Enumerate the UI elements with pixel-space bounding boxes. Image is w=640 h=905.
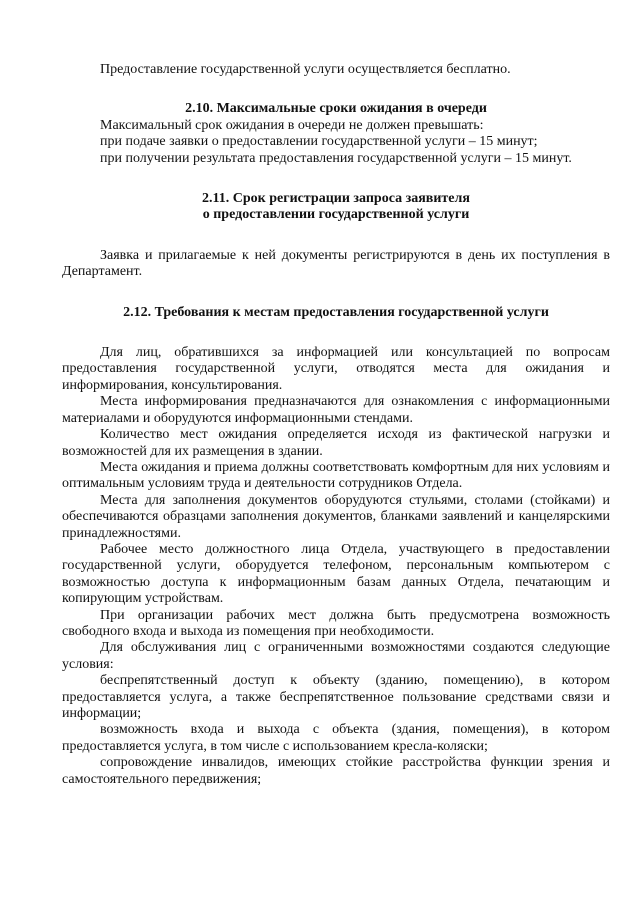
- paragraph-2-12: Места информирования предназначаются для ознакомления с информационными материалами и оборудуются информационными стендами.: [62, 394, 610, 426]
- paragraph-2-10-1: Максимальный срок ожидания в очереди не должен превышать:: [100, 117, 484, 133]
- paragraph-2-12: возможность входа и выхода с объекта (здания, помещения), в котором предоставляется услуга, в том числе с использованием кресла-коляски;: [62, 722, 610, 754]
- heading-2-12: 2.12. Требования к местам предоставления государственной услуги: [123, 304, 549, 320]
- paragraph-2-12: Рабочее место должностного лица Отдела, участвующего в предоставлении государственной услуги, оборудуется телефоном, персональным компьютером с возможностью доступа к информационным базам данных Отдела, печатающим и копирующим устройствам.: [62, 541, 610, 607]
- paragraph-2-12: Количество мест ожидания определяется исходя из фактической нагрузки и возможностей для их размещения в здании.: [62, 427, 610, 459]
- paragraph-free-service: Предоставление государственной услуги осуществляется бесплатно.: [100, 62, 511, 77]
- paragraph-2-12: Для лиц, обратившихся за информацией или консультацией по вопросам предоставления государственной услуги, отводятся места для ожидания и информирования, консультирования.: [62, 345, 610, 393]
- heading-2-11-line1: 2.11. Срок регистрации запроса заявителя: [202, 191, 470, 207]
- paragraph-2-12: Места ожидания и приема должны соответствовать комфортным для них условиям и оптимальным условиям труда и деятельности сотрудников Отдела.: [62, 459, 610, 492]
- paragraph-2-10-2: при подаче заявки о предоставлении государственной услуги – 15 минут;: [100, 134, 538, 150]
- heading-2-11: [62, 191, 610, 224]
- paragraph-2-12: Места для заполнения документов оборудуются стульями, столами (стойками) и обеспечиваются образцами заполнения документов, бланками заявлений и канцелярскими принадлежностями.: [62, 492, 610, 541]
- document-body: [62, 62, 610, 788]
- paragraph-2-11-1: Заявка и прилагаемые к ней документы регистрируются в день их поступления в Департамент.: [62, 247, 610, 280]
- paragraph-2-10-3: при получении результата предоставления государственной услуги – 15 минут.: [100, 150, 572, 166]
- paragraph-2-12: сопровождение инвалидов, имеющих стойкие расстройства функции зрения и самостоятельного передвижения;: [62, 755, 610, 787]
- paragraph-2-12: беспрепятственный доступ к объекту (зданию, помещению), в котором предоставляется услуга, а также беспрепятственное пользование средствами связи и информации;: [62, 673, 610, 721]
- paragraph-2-12: При организации рабочих мест должна быть предусмотрена возможность свободного входа и выхода из помещения при необходимости.: [62, 607, 610, 639]
- heading-2-10: 2.10. Максимальные сроки ожидания в очереди: [185, 101, 487, 117]
- paragraph-2-12: Для обслуживания лиц с ограниченными возможностями создаются следующие условия:: [62, 640, 610, 672]
- section-2-12-body: [62, 345, 610, 788]
- heading-2-11-line2: о предоставлении государственной услуги: [202, 207, 470, 223]
